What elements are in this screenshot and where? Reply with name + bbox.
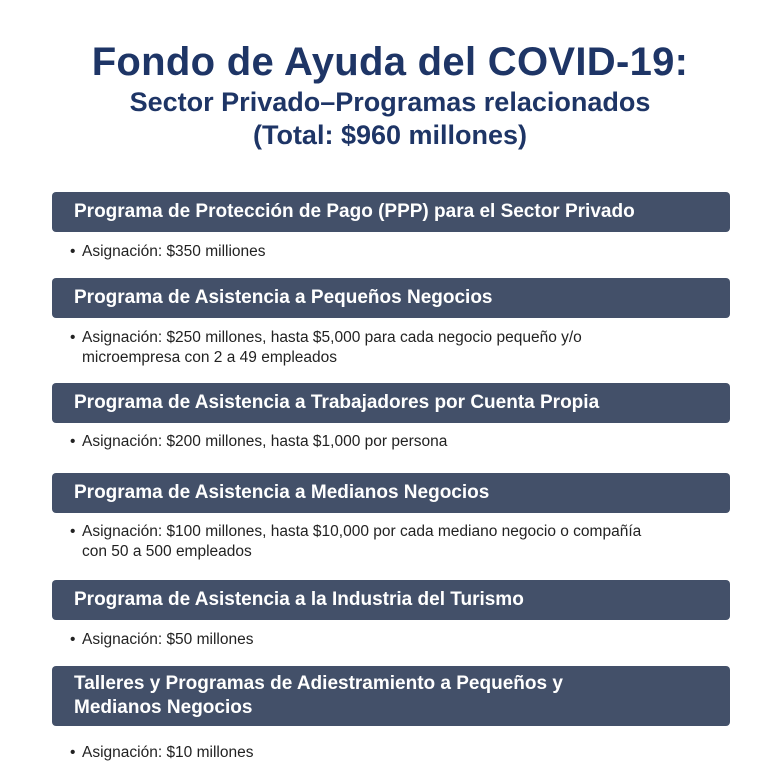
program-allocation — [70, 630, 710, 650]
bullet: • — [70, 433, 76, 450]
bullet: • — [70, 523, 76, 540]
program-allocation — [70, 432, 710, 452]
page-title — [0, 40, 780, 152]
program-title: Programa de Asistencia a Trabajadores por Cuenta Propia — [74, 392, 600, 413]
program-title: Programa de Asistencia a Medianos Negocios — [74, 482, 490, 503]
program-title: Talleres y Programas de Adiestramiento a Pequeños y Medianos Negocios — [74, 673, 563, 718]
bullet: • — [70, 329, 76, 346]
program-header-self-employed — [52, 383, 730, 423]
program-header-small-business — [52, 278, 730, 318]
title-line-2: Sector Privado–Programas relacionados — [129, 87, 651, 117]
allocation-text: Asignación: $100 millones, hasta $10,000 por cada mediano negocio o compañía con 50 a 500 empleados — [82, 523, 642, 560]
allocation-text: Asignación: $250 millones, hasta $5,000 para cada negocio pequeño y/o microempresa con 2 a 49 empleados — [82, 329, 582, 366]
allocation-text: Asignación: $200 millones, hasta $1,000 por persona — [82, 433, 448, 450]
allocation-text: Asignación: $50 millones — [82, 631, 254, 648]
bullet: • — [70, 631, 76, 648]
program-title: Programa de Asistencia a la Industria del Turismo — [74, 589, 524, 610]
program-header-medium-business — [52, 473, 730, 513]
program-header-training — [52, 666, 730, 726]
allocation-text: Asignación: $10 millones — [82, 744, 254, 761]
title-line-1: Fondo de Ayuda del COVID-19: — [91, 40, 689, 84]
bullet: • — [70, 744, 76, 761]
program-header-ppp — [52, 192, 730, 232]
program-allocation — [70, 242, 710, 262]
program-allocation — [70, 743, 710, 763]
program-title: Programa de Asistencia a Pequeños Negocios — [74, 287, 493, 308]
program-allocation — [70, 328, 670, 368]
allocation-text: Asignación: $350 milliones — [82, 243, 266, 260]
program-title: Programa de Protección de Pago (PPP) para el Sector Privado — [74, 201, 635, 222]
title-line-3: (Total: $960 millones) — [252, 120, 528, 150]
program-header-tourism — [52, 580, 730, 620]
bullet: • — [70, 243, 76, 260]
program-allocation — [70, 522, 660, 562]
